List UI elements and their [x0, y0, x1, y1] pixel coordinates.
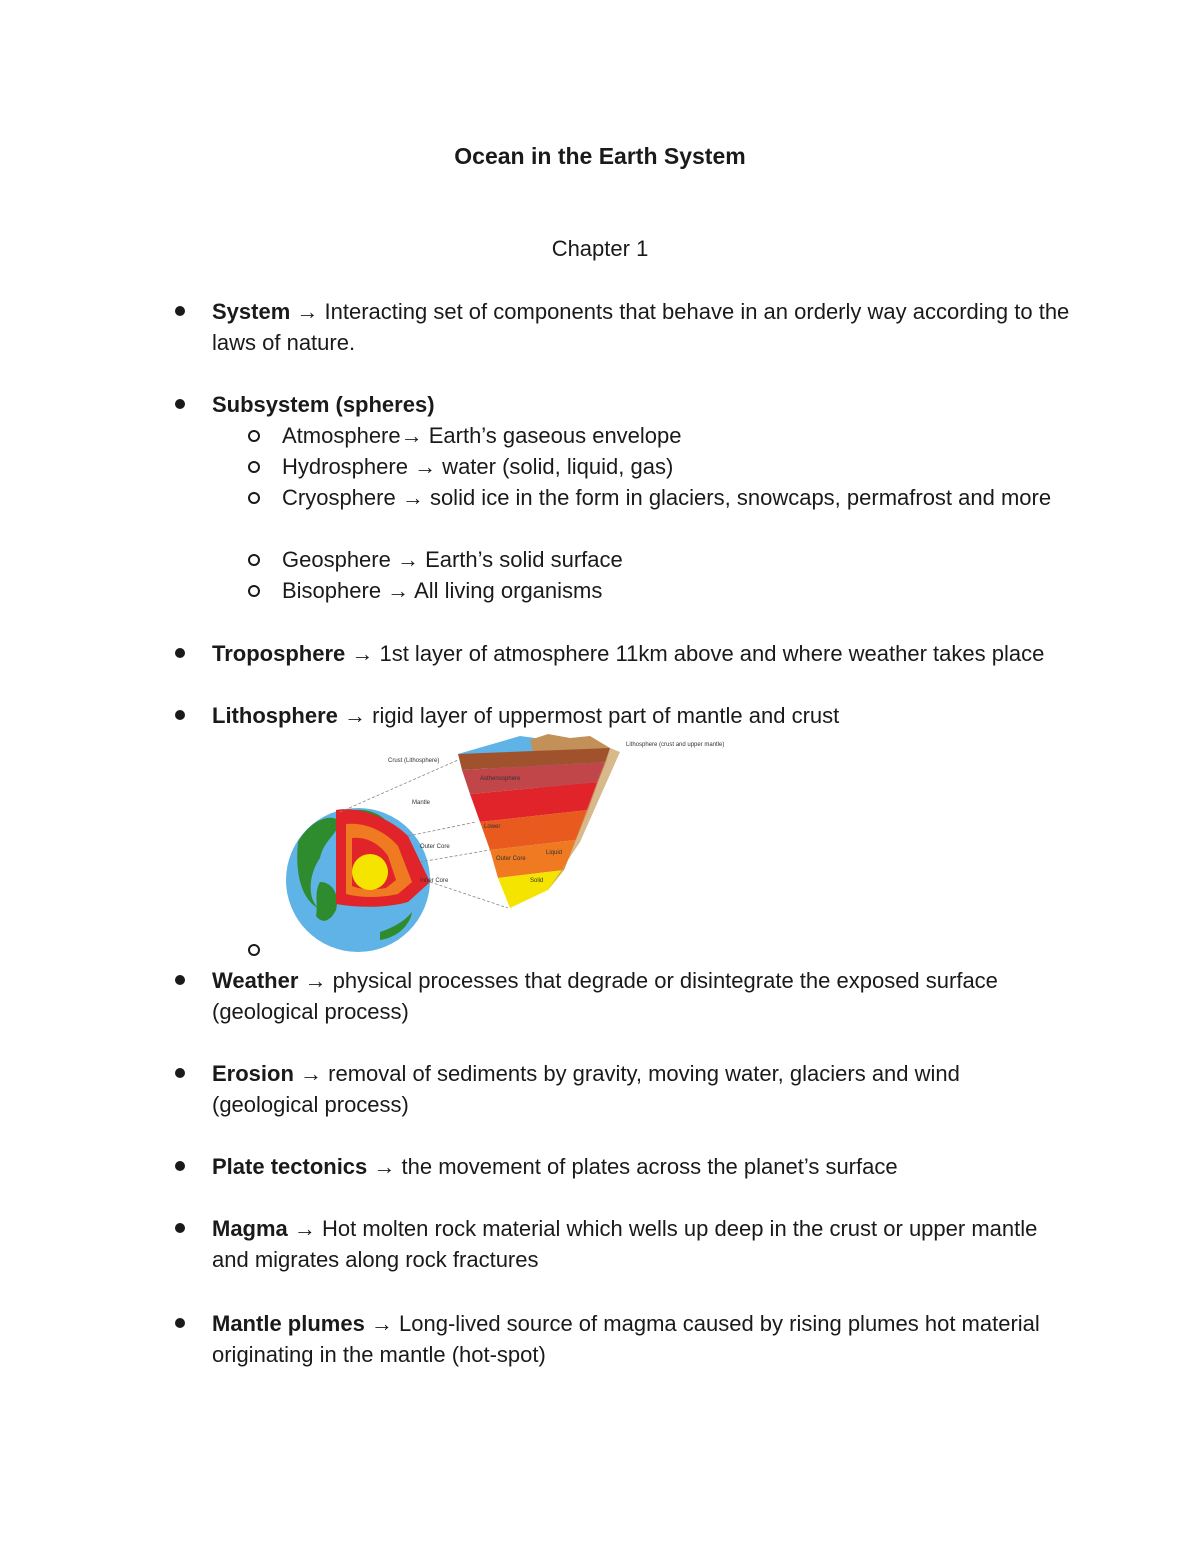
list-item: [212, 1213, 1072, 1275]
layer-label: Crust (Lithosphere): [388, 758, 440, 764]
list-item: [212, 1308, 1072, 1370]
earth-layers-diagram: [280, 732, 725, 942]
globe-icon: [286, 808, 430, 952]
layer-label: Outer Core: [420, 844, 450, 850]
definition: → 1st layer of atmosphere 11km above and where weather takes place: [345, 641, 1045, 666]
sphere-text: Geosphere → Earth’s solid surface: [282, 547, 623, 572]
term: Magma: [212, 1216, 288, 1241]
list-item: [212, 1058, 1072, 1120]
sphere-text: Bisophere → All living organisms: [282, 578, 603, 603]
bullet-icon: [175, 399, 185, 409]
bullet-icon: [175, 975, 185, 985]
definition: → Interacting set of components that behave in an orderly way according to the laws of nature.: [212, 299, 1070, 355]
term: Mantle plumes: [212, 1311, 365, 1336]
list-item: [212, 296, 1072, 358]
definition: → the movement of plates across the planet’s surface: [367, 1154, 898, 1179]
term: System: [212, 299, 291, 324]
layer-label: Lower: [484, 824, 501, 830]
sphere-text: Atmosphere→ Earth’s gaseous envelope: [282, 423, 682, 448]
hollow-bullet-icon: [248, 461, 260, 473]
layer-label: Mantle: [412, 800, 431, 806]
layer-label: Liquid: [546, 850, 563, 856]
sub-list-item: [282, 575, 1072, 606]
sub-list-item: [282, 544, 1072, 575]
list-item: [212, 1151, 1072, 1182]
layer-label: Lithosphere (crust and upper mantle): [626, 742, 725, 748]
hollow-bullet-icon: [248, 585, 260, 597]
layer-label: Inner Core: [420, 878, 449, 884]
list-item: [212, 965, 1072, 1027]
sub-list-item: [282, 451, 1072, 482]
term: Troposphere: [212, 641, 346, 666]
sphere-text: Cryosphere → solid ice in the form in glaciers, snowcaps, permafrost and more: [282, 485, 1052, 510]
layer-label: Outer Core: [496, 856, 526, 862]
definition: → removal of sediments by gravity, moving water, glaciers and wind (geological process): [212, 1061, 960, 1117]
sub-list-item: [282, 420, 1072, 451]
bullet-icon: [175, 648, 185, 658]
bullet-icon: [175, 1161, 185, 1171]
bullet-icon: [175, 1068, 185, 1078]
term: Weather: [212, 968, 299, 993]
hollow-bullet-icon: [248, 492, 260, 504]
layer-label: Asthenosphere: [480, 776, 521, 782]
term: Lithosphere: [212, 703, 338, 728]
term: Erosion: [212, 1061, 294, 1086]
definition: → rigid layer of uppermost part of mantle and crust: [337, 703, 840, 728]
list-item: [212, 389, 1072, 420]
list-item: [212, 638, 1072, 669]
list-item: [212, 700, 1072, 731]
bullet-icon: [175, 1223, 185, 1233]
definition: → physical processes that degrade or disintegrate the exposed surface (geological process): [212, 968, 998, 1024]
layer-label: Solid: [530, 878, 544, 884]
page-title: Ocean in the Earth System: [454, 143, 746, 169]
term: Subsystem (spheres): [212, 392, 435, 417]
term: Plate tectonics: [212, 1154, 368, 1179]
hollow-bullet-icon: [248, 430, 260, 442]
bullet-icon: [175, 710, 185, 720]
sphere-text: Hydrosphere → water (solid, liquid, gas): [282, 454, 674, 479]
bullet-icon: [175, 1318, 185, 1328]
hollow-bullet-icon: [248, 554, 260, 566]
bullet-icon: [175, 306, 185, 316]
sub-list-item: [282, 482, 1072, 513]
hollow-bullet-icon: [248, 944, 260, 956]
definition: → Long-lived source of magma caused by rising plumes hot material originating in the mantle (hot-spot): [212, 1311, 1040, 1367]
chapter-heading: Chapter 1: [551, 236, 649, 261]
definition: → Hot molten rock material which wells up deep in the crust or upper mantle and migrates along rock fractures: [212, 1216, 1038, 1272]
